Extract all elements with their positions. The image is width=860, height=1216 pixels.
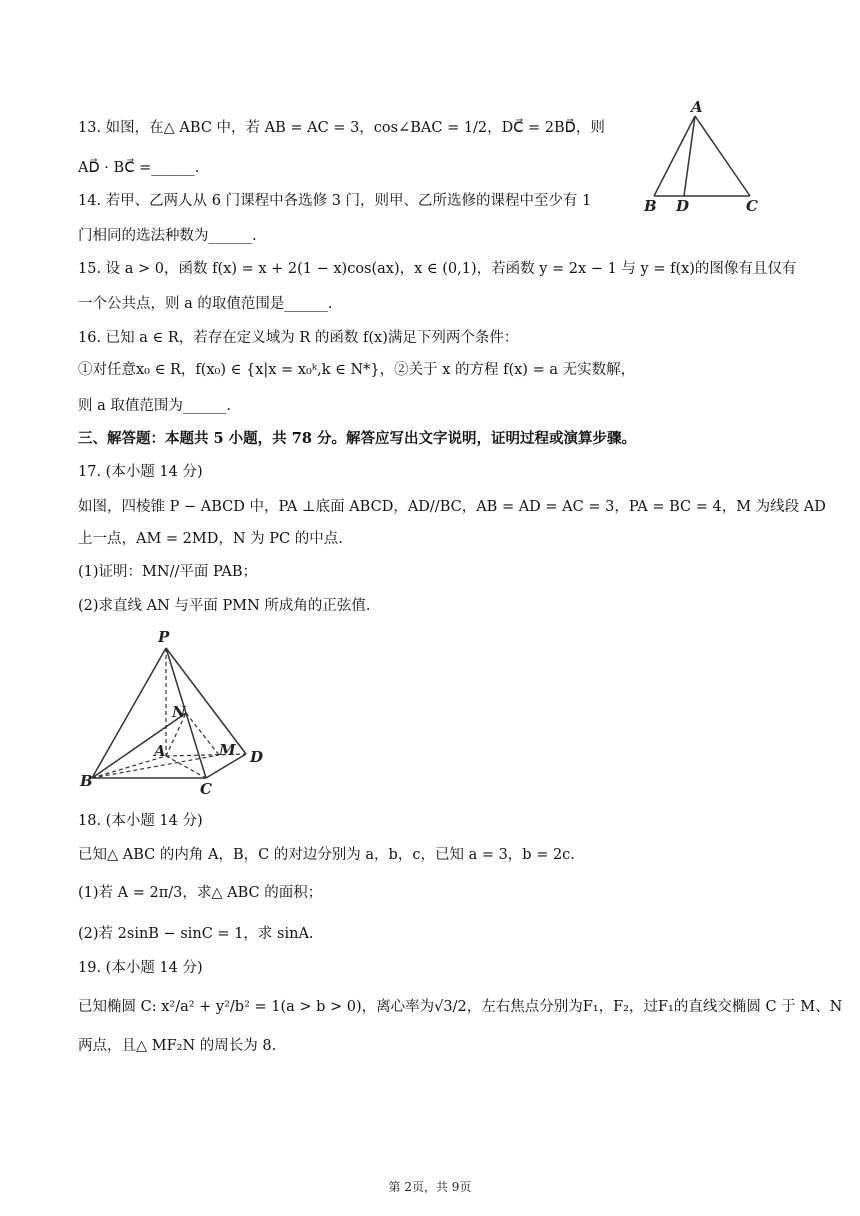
q16-line2: ①对任意x₀ ∈ R，f(x₀) ∈ {x|x = x₀ᵏ,k ∈ N*}，②关于 x 的方程 f(x) = a 无实数解， (78, 362, 636, 378)
q17-part2: (2)求直线 AN 与平面 PMN 所成角的正弦值. (78, 598, 371, 614)
q15-line2: 一个公共点，则 a 的取值范围是______. (78, 296, 333, 312)
q14-line2: 门相同的选法种数为______. (78, 228, 257, 244)
q19-header: 19. (本小题 14 分) (78, 960, 203, 976)
pyramid-label-p: P (158, 628, 170, 646)
q17-line1: 如图，四棱锥 P − ABCD 中，PA ⊥底面 ABCD，AD//BC，AB = AD = AC = 3，PA = BC = 4，M 为线段 AD (78, 499, 826, 515)
q19-line1: 已知椭圆 C: x²/a² + y²/b² = 1(a > b > 0)，离心率为√3/2，左右焦点分别为F₁，F₂，过F₁的直线交椭圆 C 于 M、N (78, 999, 843, 1015)
q16-line1: 16. 已知 a ∈ R，若存在定义域为 R 的函数 f(x)满足下列两个条件： (78, 330, 519, 346)
q13-line2: AD⃗ · BC⃗ =______. (78, 160, 200, 176)
q17-line2: 上一点，AM = 2MD，N 为 PC 的中点. (78, 531, 343, 547)
triangle-label-b: B (644, 197, 657, 215)
pyramid-label-a: A (154, 742, 166, 760)
q16-line3: 则 a 取值范围为______. (78, 398, 231, 414)
pyramid-figure (78, 628, 278, 798)
q14-line1: 14. 若甲、乙两人从 6 门课程中各选修 3 门，则甲、乙所选修的课程中至少有 1 (78, 193, 592, 209)
triangle-label-a: A (691, 98, 703, 116)
q19-line2: 两点，且△ MF₂N 的周长为 8. (78, 1038, 277, 1054)
q18-header: 18. (本小题 14 分) (78, 813, 203, 829)
triangle-figure (640, 98, 770, 218)
q18-line1: 已知△ ABC 的内角 A，B，C 的对边分别为 a，b，c，已知 a = 3，b = 2c. (78, 847, 575, 863)
q17-header: 17. (本小题 14 分) (78, 464, 203, 480)
q18-part2: (2)若 2sinB − sinC = 1，求 sinA. (78, 926, 314, 942)
pyramid-label-n: N (172, 703, 186, 721)
triangle-label-c: C (746, 197, 758, 215)
section3-heading: 三、解答题：本题共 5 小题，共 78 分。解答应写出文字说明，证明过程或演算步骤。 (78, 430, 636, 447)
q17-part1: (1)证明：MN//平面 PAB； (78, 564, 258, 580)
q15-line1: 15. 设 a > 0，函数 f(x) = x + 2(1 − x)cos(ax)，x ∈ (0,1)，若函数 y = 2x − 1 与 y = f(x)的图像有且仅有 (78, 261, 797, 277)
page-footer: 第 2页，共 9页 (388, 1180, 472, 1194)
pyramid-label-d: D (250, 748, 264, 766)
q18-part1: (1)若 A = 2π/3，求△ ABC 的面积； (78, 885, 323, 901)
pyramid-label-m: M (219, 741, 236, 759)
triangle-label-d: D (676, 197, 690, 215)
q13-line1: 13. 如图，在△ ABC 中，若 AB = AC = 3，cos∠BAC = 1/2，DC⃗ = 2BD⃗，则 (78, 120, 605, 136)
pyramid-label-b: B (80, 772, 93, 790)
pyramid-label-c: C (200, 780, 212, 798)
